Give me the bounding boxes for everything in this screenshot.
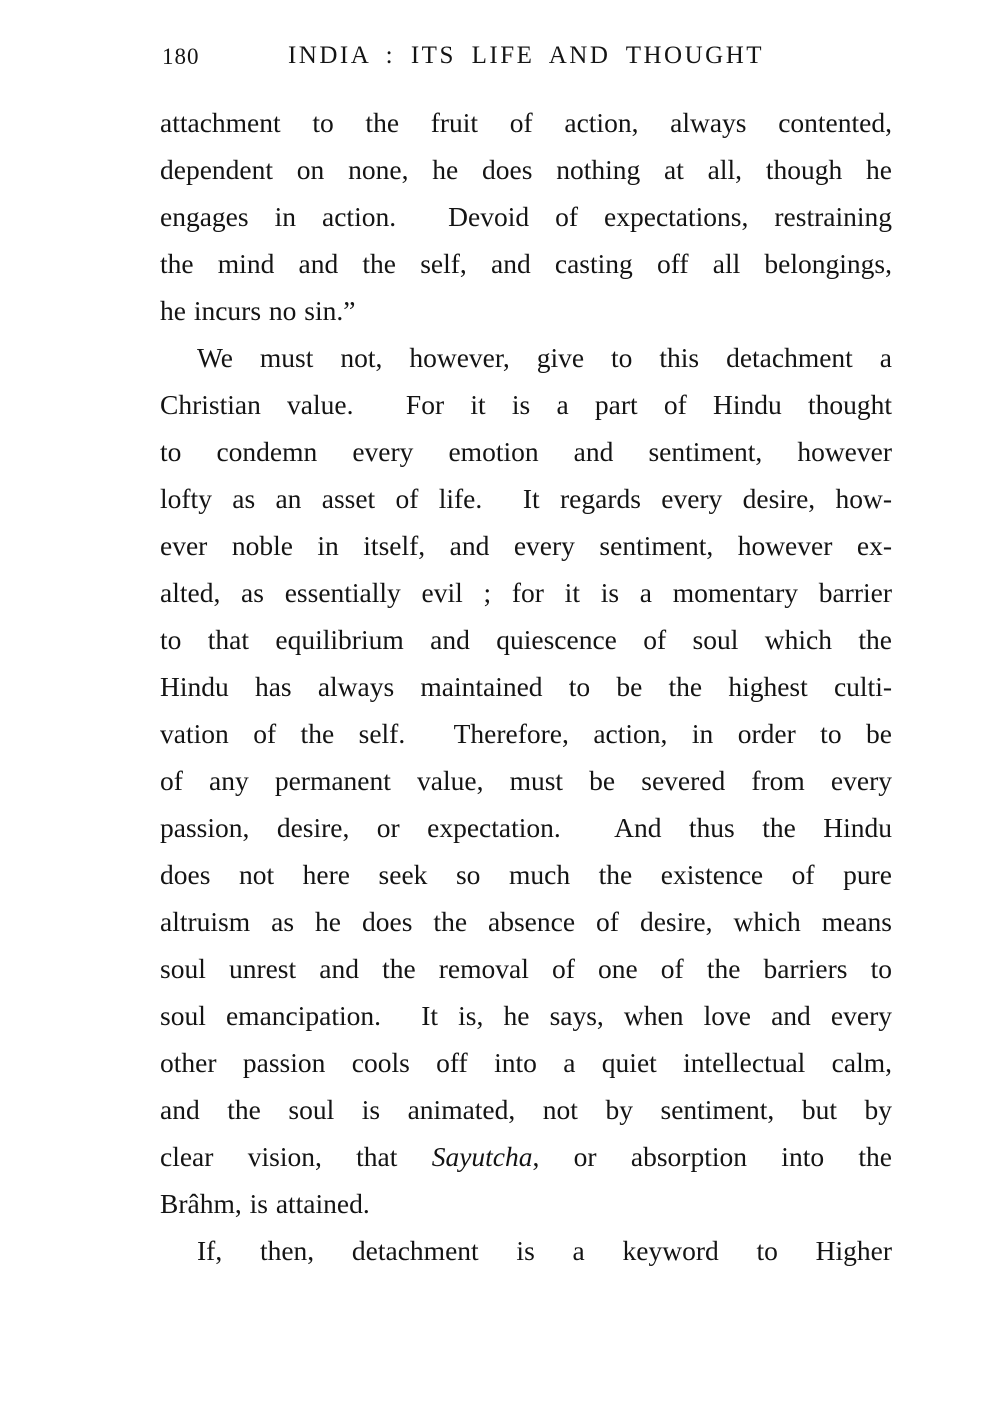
text-run: does not here seek so much the existence of pure	[160, 859, 892, 890]
text-line	[160, 992, 892, 1039]
text-line	[160, 193, 892, 240]
text-line	[160, 569, 892, 616]
text-line	[160, 334, 892, 381]
text-run: Brâhm, is attained.	[160, 1188, 370, 1219]
text-run: alted, as essentially evil ; for it is a momentary barrier	[160, 577, 892, 608]
text-line	[160, 1227, 892, 1274]
text-run: passion, desire, or expectation. And thus the Hindu	[160, 812, 892, 843]
paragraph	[160, 1227, 892, 1274]
text-run: soul emancipation. It is, he says, when love and every	[160, 1000, 892, 1031]
page-text	[160, 99, 892, 1274]
text-run: to that equilibrium and quiescence of soul which the	[160, 624, 892, 655]
text-run: he incurs no sin.”	[160, 295, 356, 326]
text-line	[160, 1086, 892, 1133]
text-run: Hindu has always maintained to be the highest culti-	[160, 671, 892, 702]
text-line	[160, 616, 892, 663]
text-run: clear vision, that	[160, 1141, 432, 1172]
text-line	[160, 381, 892, 428]
text-run: to condemn every emotion and sentiment, however	[160, 436, 892, 467]
running-head	[160, 40, 892, 80]
text-run: the mind and the self, and casting off all belongings,	[160, 248, 892, 279]
text-line	[160, 475, 892, 522]
text-run: ever noble in itself, and every sentiment, however ex-	[160, 530, 892, 561]
text-line	[160, 1133, 892, 1180]
page-number: 180	[162, 44, 200, 69]
text-line	[160, 1180, 892, 1227]
text-run: other passion cools off into a quiet intellectual calm,	[160, 1047, 892, 1078]
text-run: We must not, however, give to this detachment a	[197, 342, 892, 373]
paragraph	[160, 99, 892, 334]
text-line	[160, 99, 892, 146]
text-run: engages in action. Devoid of expectations, restraining	[160, 201, 892, 232]
text-run: and the soul is animated, not by sentiment, but by	[160, 1094, 892, 1125]
text-run: lofty as an asset of life. It regards every desire, how-	[160, 483, 892, 514]
text-line	[160, 804, 892, 851]
text-run: , or absorption into the	[532, 1141, 892, 1172]
text-run: soul unrest and the removal of one of the barriers to	[160, 953, 892, 984]
text-line	[160, 710, 892, 757]
text-line	[160, 1039, 892, 1086]
text-line	[160, 898, 892, 945]
running-head-title: INDIA : ITS LIFE AND THOUGHT	[287, 42, 765, 69]
text-run: Christian value. For it is a part of Hindu thought	[160, 389, 892, 420]
text-line	[160, 146, 892, 193]
text-line	[160, 945, 892, 992]
text-run: dependent on none, he does nothing at all, though he	[160, 154, 892, 185]
text-line	[160, 663, 892, 710]
text-run: If, then, detachment is a keyword to Higher	[197, 1235, 892, 1266]
text-line	[160, 428, 892, 475]
text-line	[160, 757, 892, 804]
text-run: vation of the self. Therefore, action, in order to be	[160, 718, 892, 749]
text-run: of any permanent value, must be severed from every	[160, 765, 892, 796]
text-line	[160, 287, 892, 334]
paragraph	[160, 334, 892, 1227]
italic-term: Sayutcha	[431, 1141, 533, 1172]
text-line	[160, 240, 892, 287]
text-line	[160, 522, 892, 569]
text-run: attachment to the fruit of action, always contented,	[160, 107, 892, 138]
text-run: altruism as he does the absence of desire, which means	[160, 906, 892, 937]
text-line	[160, 851, 892, 898]
